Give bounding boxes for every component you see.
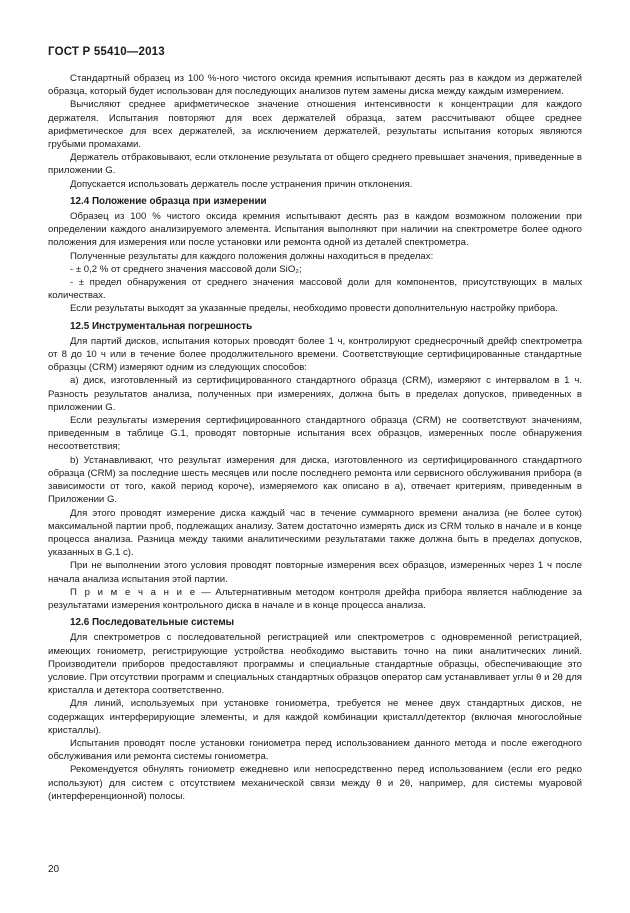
- note-paragraph: [48, 586, 582, 612]
- body-paragraph: Испытания проводят после установки гониометра перед использованием данного метода и после ежегодного обслуживания или ремонта системы гониометра.: [48, 737, 582, 763]
- page-body: [48, 72, 582, 803]
- note-label: П р и м е ч а н и е: [70, 586, 197, 598]
- body-paragraph: b) Устанавливают, что результат измерения для диска, изготовленного из сертифицированного стандартного образца (CRM) за последние шесть месяцев или после последнего ремонта или сервисного обслуживания прибора (в зависимости от того, какой период короче), измеряемого как описано в a), отвечает критериям, приведенным в Приложении G.: [48, 454, 582, 506]
- body-paragraph: При не выполнении этого условия проводят повторные измерения всех образцов, измеренных через 1 ч после начала анализа испытания этой партии.: [48, 560, 582, 585]
- section-heading: 12.4 Положение образца при измерении: [70, 195, 267, 207]
- section-heading: 12.5 Инструментальная погрешность: [70, 320, 253, 332]
- body-paragraph: Для партий дисков, испытания которых проводят более 1 ч, контролируют среднесрочный дрейф спектрометра от 8 до 10 ч или в течение более продолжительного времени. Соответствующие сертифицированные стандартные образцы (CRM) измеряют одним из следующих способов:: [48, 335, 582, 374]
- body-paragraph: Для спектрометров с последовательной регистрацией или спектрометров с одновременной регистрацией, имеющих гониометр, регистрирующие устройства необходимо выставить точно на пики аналитических линий. Производители приборов предоставляют программы и специальные стандартные образцы, обеспечивающие это условие. При отсутствии программ и специальных стандартных образцов оператор сам устанавливает углы θ и 2θ для кристалла и детектора соответственно.: [48, 632, 582, 697]
- body-paragraph: Для этого проводят измерение диска каждый час в течение суммарного времени анализа (не более суток) максимальной партии проб, подлежащих анализу. Затем достаточно измерять диск из CRM только в начале и в конце процесса анализа. Разница между такими аналитическими результатами также должна быть в пределах допусков, указанных в G.1 c).: [48, 507, 582, 559]
- body-paragraph: a) диск, изготовленный из сертифицированного стандартного образца (CRM), измеряют с интервалом в 1 ч. Разность результатов анализа, полученных при измерениях, должна быть в пределах допусков, приведенных в приложении G.: [48, 375, 582, 413]
- body-paragraph: Держатель отбраковывают, если отклонение результата от общего среднего превышает значения, приведенные в приложении G.: [48, 152, 582, 177]
- body-paragraph: - ± 0,2 % от среднего значения массовой доли SiO₂;: [70, 263, 302, 275]
- body-paragraph: Для линий, используемых при установке гониометра, требуется не менее двух стандартных дисков, не содержащих интерферирующие элементы, и для каждой комбинации кристалл/детектор (включая многослойные кристаллы).: [48, 698, 582, 736]
- page-header: ГОСТ Р 55410—2013: [48, 46, 165, 58]
- body-paragraph: Если результаты измерения сертифицированного стандартного образца (CRM) не соответствуют значениям, приведенным в таблице G.1, проводят повторные испытания всех образцов, измеренных после обнаружения несоответствия;: [48, 415, 582, 453]
- body-paragraph: Допускается использовать держатель после устранения причин отклонения.: [70, 178, 413, 190]
- page-number: 20: [48, 864, 60, 875]
- body-paragraph: Рекомендуется обнулять гониометр ежедневно или непосредственно перед использованием (если его редко используют) для систем с отсутствием механической связи между θ и 2θ, например, для системы муаровой (интерференционной) полосы.: [48, 764, 582, 802]
- body-paragraph: Если результаты выходят за указанные пределы, необходимо провести дополнительную настройку прибора.: [70, 303, 559, 315]
- section-heading: 12.6 Последовательные системы: [70, 617, 235, 629]
- body-paragraph: Вычисляют среднее арифметическое значение отношения интенсивности к концентрации для каждого держателя. Испытания повторяют для всех держателей образца, затем рассчитывают общее среднее арифметическое для всех держателей, за исключением держателей, результаты испытания которых являются грубыми промахами.: [48, 99, 582, 151]
- body-paragraph: - ± предел обнаружения от среднего значения массовой доли для компонентов, присутствующих в малых количествах.: [48, 277, 582, 302]
- body-paragraph: Стандартный образец из 100 %-ного чистого оксида кремния испытывают десять раз в каждом из держателей образца, который будет использован для последующих анализов путем замены диска между каждым измерением.: [48, 73, 582, 98]
- body-paragraph: Образец из 100 % чистого оксида кремния испытывают десять раз в каждом возможном положении при определении каждого анализируемого элемента. Испытания выполняют при наличии на спектрометре более одного положения для измерения или после установки или ремонта одной из деталей спектрометра.: [48, 211, 582, 249]
- note-text: — Альтернативным методом контроля дрейфа прибора является наблюдение за результатами измерения контрольного диска в начале и в конце процесса анализа.: [48, 586, 582, 611]
- body-paragraph: Полученные результаты для каждого положения должны находиться в пределах:: [70, 250, 434, 262]
